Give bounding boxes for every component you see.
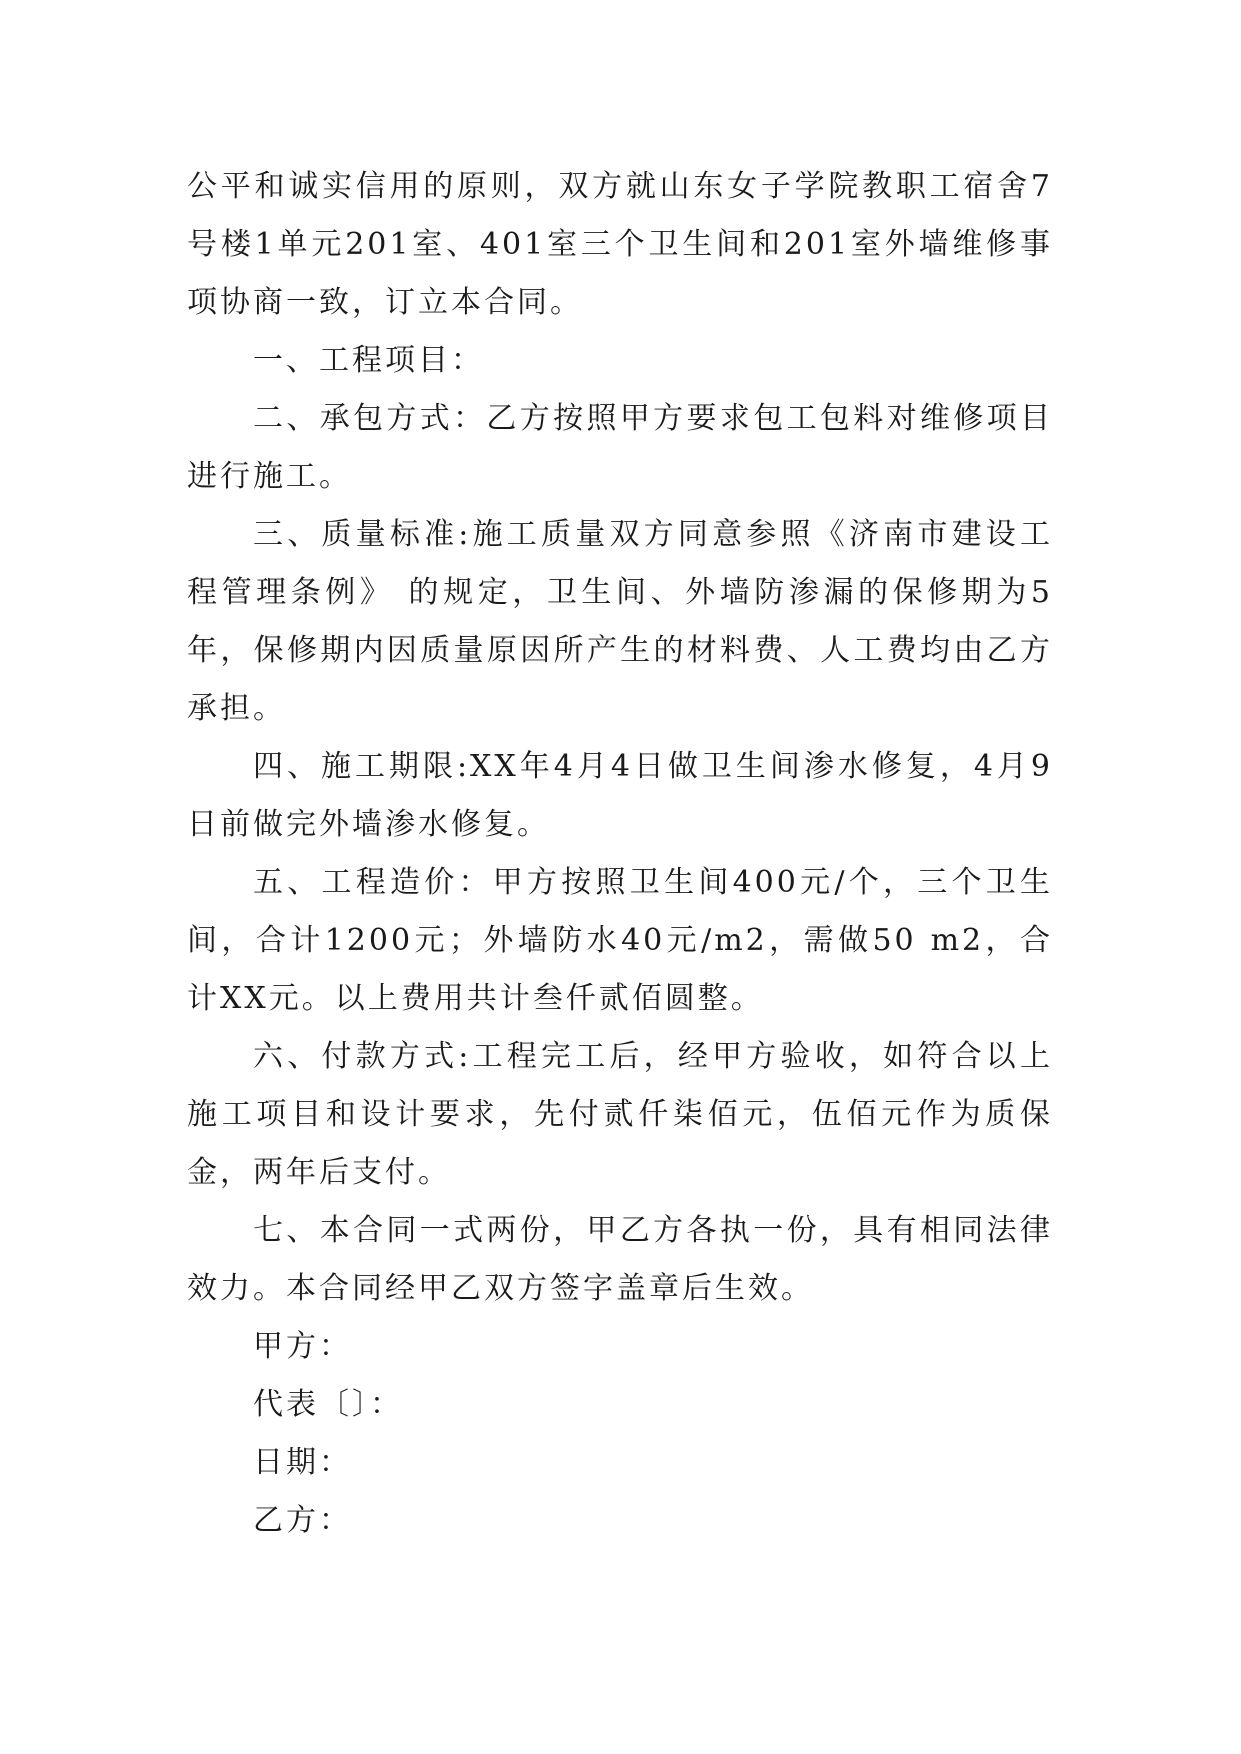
signature-date: 日期：: [253, 1445, 352, 1480]
signature-representative: 代表〔〕：: [253, 1387, 403, 1422]
contract-body: [187, 158, 1053, 1550]
paragraph-payment-method: 六、付款方式:工程完工后，经甲方验收，如符合以上施工项目和设计要求，先付贰仟柒佰元，伍佰元作为质保金，两年后支付。: [187, 1039, 1053, 1190]
paragraph-project: 一、工程项目：: [253, 343, 484, 378]
paragraph-quality-standard: 三、质量标准:施工质量双方同意参照《济南市建设工程管理条例》 的规定，卫生间、外墙防渗漏的保修期为5年，保修期内因质量原因所产生的材料费、人工费均由乙方承担。: [187, 517, 1053, 726]
paragraph-contract-method: 二、承包方式：乙方按照甲方要求包工包料对维修项目进行施工。: [187, 401, 1053, 494]
signature-party-a: 甲方：: [253, 1329, 352, 1364]
paragraph-construction-period: 四、施工期限:XX年4月4日做卫生间渗水修复，4月9日前做完外墙渗水修复。: [187, 749, 1053, 842]
paragraph-copies: 七、本合同一式两份，甲乙方各执一份，具有相同法律效力。本合同经甲乙双方签字盖章后生效。: [187, 1213, 1053, 1306]
signature-party-b: 乙方：: [253, 1503, 352, 1538]
paragraph-project-cost: 五、工程造价：甲方按照卫生间400元/个，三个卫生间，合计1200元；外墙防水40元/m2，需做50 m2，合计XX元。以上费用共计叁仟贰佰圆整。: [187, 865, 1053, 1016]
paragraph-intro: 公平和诚实信用的原则，双方就山东女子学院教职工宿舍7号楼1单元201室、401室三个卫生间和201室外墙维修事项协商一致，订立本合同。: [187, 169, 1053, 320]
